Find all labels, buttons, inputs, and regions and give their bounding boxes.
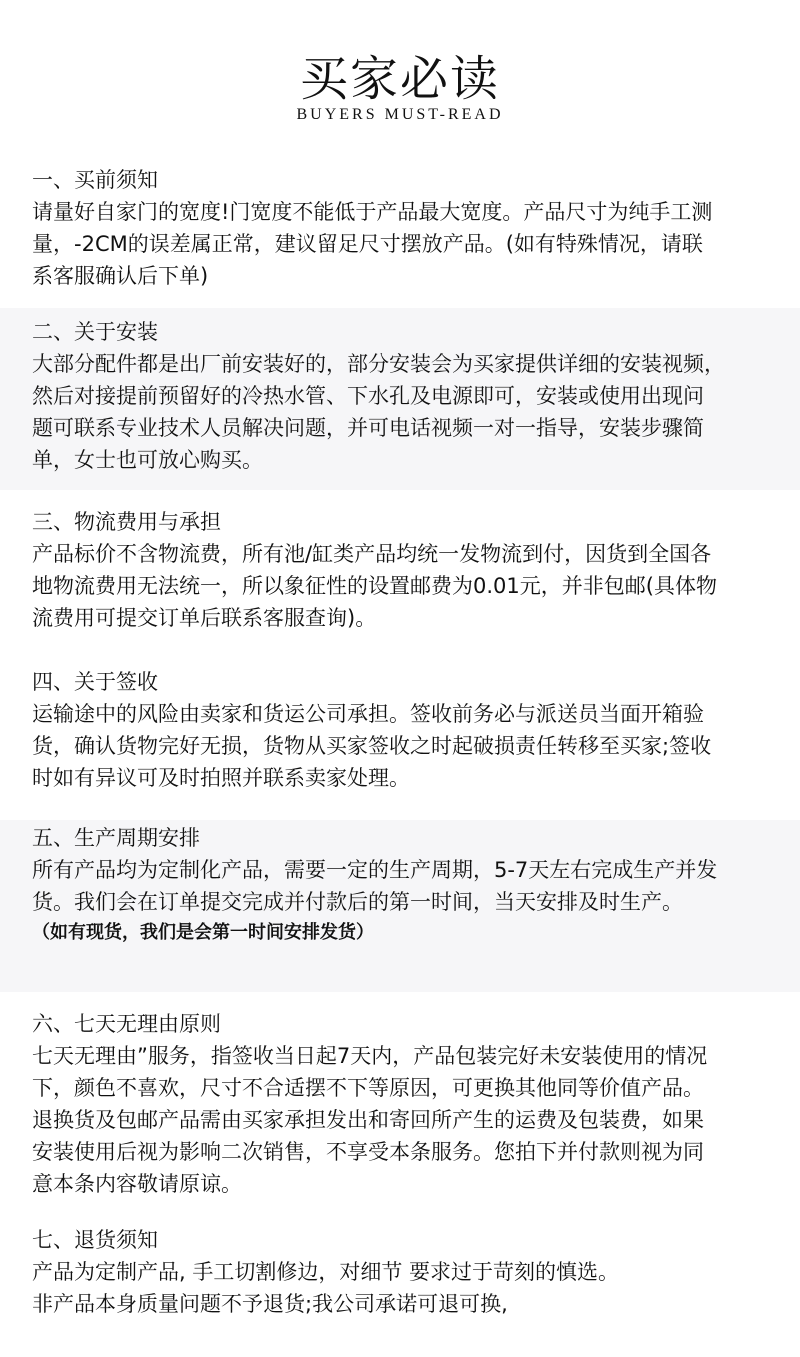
section-line: 意本条内容敬请原谅。: [32, 1172, 242, 1196]
section-line: 七天无理由”服务，指签收当日起7天内，产品包装完好未安装使用的情况: [32, 1044, 708, 1068]
section-title: 六、七天无理由原则: [32, 1012, 221, 1036]
section-title: 一、买前须知: [32, 168, 158, 192]
section-note: （如有现货，我们是会第一时间安排发货）: [32, 922, 374, 943]
section-line: 运输途中的风险由卖家和货运公司承担。签收前务必与派送员当面开箱验: [32, 702, 704, 726]
section-title: 四、关于签收: [32, 670, 158, 694]
section-line: 单，女士也可放心购买。: [32, 448, 263, 472]
section-line: 然后对接提前预留好的冷热水管、下水孔及电源即可，安装或使用出现问: [32, 384, 704, 408]
section-line: 流费用可提交订单后联系客服查询)。: [32, 606, 377, 630]
section-signing: [0, 660, 800, 820]
section-line: 所有产品均为定制化产品，需要一定的生产周期，5-7天左右完成生产并发: [32, 858, 718, 882]
section-before-purchase: [0, 160, 800, 308]
section-title: 二、关于安装: [32, 320, 158, 344]
section-line: 产品标价不含物流费，所有池/缸类产品均统一发物流到付，因货到全国各: [32, 542, 712, 566]
section-logistics: [0, 490, 800, 660]
section-line: 大部分配件都是出厂前安装好的，部分安装会为买家提供详细的安装视频，: [32, 352, 725, 376]
section-line: 量，-2CM的误差属正常，建议留足尺寸摆放产品。(如有特殊情况，请联: [32, 232, 703, 256]
section-title: 三、物流费用与承担: [32, 510, 221, 534]
page-subtitle: BUYERS MUST-READ: [296, 106, 504, 123]
section-line: 请量好自家门的宽度!门宽度不能低于产品最大宽度。产品尺寸为纯手工测: [32, 200, 713, 224]
section-line: 货，确认货物完好无损，货物从买家签收之时起破损责任转移至买家;签收: [32, 734, 712, 758]
section-title: 五、生产周期安排: [32, 826, 200, 850]
section-line: 产品为定制产品, 手工切割修边，对细节 要求过于苛刻的慎选。: [32, 1260, 620, 1284]
section-line: 退换货及包邮产品需由买家承担发出和寄回所产生的运费及包装费，如果: [32, 1108, 704, 1132]
section-line: 时如有异议可及时拍照并联系卖家处理。: [32, 766, 410, 790]
page-header: [0, 0, 800, 160]
section-line: 系客服确认后下单): [32, 264, 209, 288]
page-title: 买家必读: [299, 51, 500, 107]
section-title: 七、退货须知: [32, 1228, 158, 1252]
section-seven-day-return: [0, 992, 800, 1218]
section-line: 地物流费用无法统一，所以象征性的设置邮费为0.01元，并非包邮(具体物: [32, 574, 717, 598]
section-line: 货。我们会在订单提交完成并付款后的第一时间，当天安排及时生产。: [32, 890, 683, 914]
section-line: 下，颜色不喜欢，尺寸不合适摆不下等原因，可更换其他同等价值产品。: [32, 1076, 704, 1100]
section-production-cycle: [0, 820, 800, 992]
section-line: 题可联系专业技术人员解决问题，并可电话视频一对一指导，安装步骤简: [32, 416, 704, 440]
section-installation: [0, 308, 800, 490]
section-line: 非产品本身质量问题不予退货;我公司承诺可退可换,: [32, 1292, 508, 1316]
section-return-notice: [0, 1218, 800, 1357]
section-line: 安装使用后视为影响二次销售，不享受本条服务。您拍下并付款则视为同: [32, 1140, 704, 1164]
